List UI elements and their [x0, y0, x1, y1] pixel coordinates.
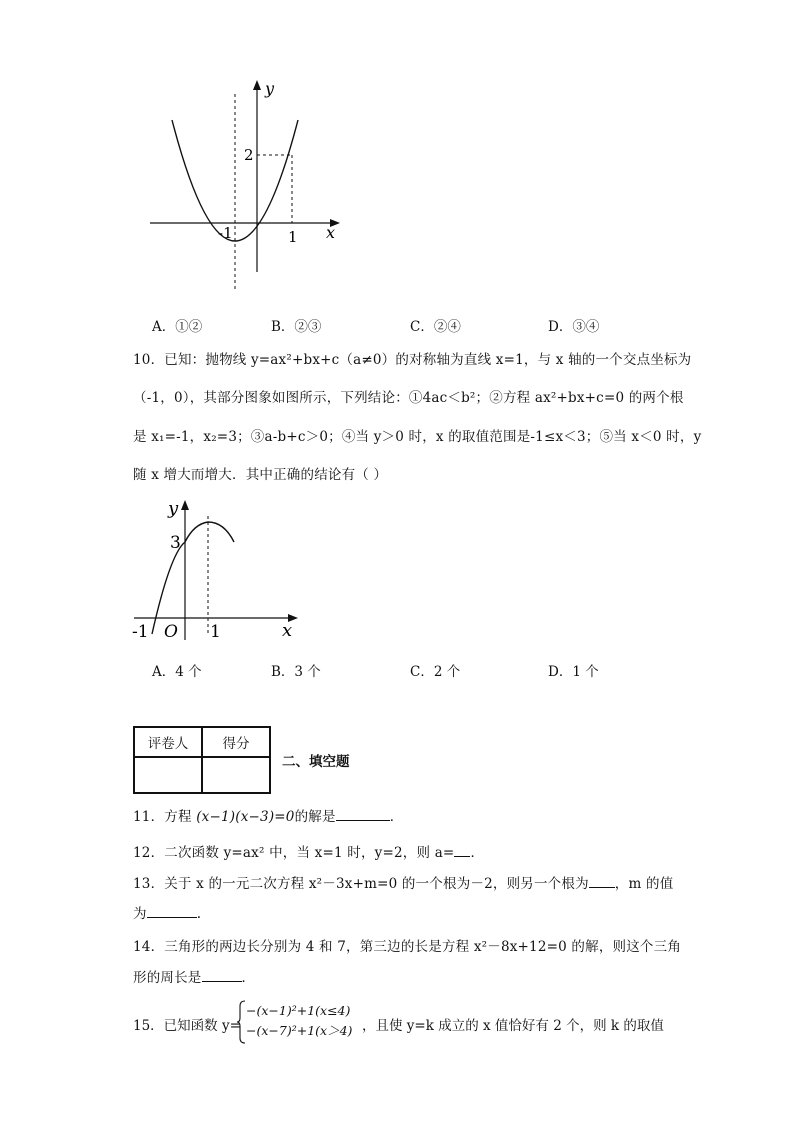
y-label: y [168, 498, 179, 519]
q15-piece-1: −(x−1)²+1(x≤4) [246, 1003, 351, 1018]
q13-line-1: 13．关于 x 的一元二次方程 x²－3x+m=0 的一个根为－2，则另一个根为 ，m 的值 [133, 876, 674, 892]
q15-prefix: 15．已知函数 y= [133, 1018, 241, 1034]
score-header-grader: 评卷人 [134, 727, 202, 757]
q13-line-2: 为 . [133, 906, 202, 922]
q10-line-4: 随 x 增大而增大．其中正确的结论有（ ） [133, 467, 388, 483]
tick-neg1: -1 [218, 224, 233, 242]
q10-option-d: D．1 个 [548, 664, 599, 680]
tick-3: 3 [170, 533, 181, 553]
figure-parabola-upward [140, 72, 360, 302]
q10-option-b: B．3 个 [271, 664, 321, 680]
origin-label: O [164, 622, 178, 642]
score-table [133, 726, 271, 794]
x-label: x [282, 620, 293, 641]
tick-neg1: -1 [132, 622, 149, 642]
q12: 12．二次函数 y=ax² 中，当 x=1 时，y=2，则 a= ． [133, 845, 485, 861]
q14-line-1: 14．三角形的两边长分别为 4 和 7，第三边的长是方程 x²－8x+12=0 的解，则这个三角 [133, 939, 682, 955]
tick-2: 2 [244, 146, 254, 164]
q12-answer-blank[interactable] [454, 844, 470, 857]
y-axis-arrow [253, 80, 261, 90]
section-title: 二、填空题 [282, 754, 350, 770]
q11: 11．方程 (x−1)(x−3)=0的解是 ． [133, 809, 404, 825]
q14-line-2: 形的周长是 ． [133, 970, 256, 986]
q9-option-c: C．②④ [410, 319, 461, 335]
q9-option-d: D．③④ [548, 319, 600, 335]
q9-option-b: B．②③ [271, 319, 322, 335]
tick-1: 1 [210, 622, 221, 642]
q15-suffix: ，且使 y=k 成立的 x 值恰好有 2 个，则 k 的取值 [362, 1018, 664, 1034]
q10-line-3: 是 x₁=-1，x₂=3；③a-b+c＞0；④当 y＞0 时，x 的取值范围是-1≤x＜3；⑤当 x＜0 时，y [133, 429, 702, 445]
figure-parabola-downward [128, 494, 308, 646]
tick-1: 1 [288, 228, 298, 246]
parabola-curve [152, 522, 234, 634]
q13-answer-blank-1[interactable] [589, 875, 615, 888]
q10-line-2: （-1，0），其部分图象如图所示，下列结论：①4ac＜b²；②方程 ax²+bx+c=0 的两个根 [133, 390, 684, 406]
x-label: x [326, 223, 336, 242]
q15-piece-2: −(x−7)²+1(x＞4) [246, 1023, 353, 1038]
score-header-score: 得分 [202, 727, 270, 757]
q10-option-a: A．4 个 [152, 664, 202, 680]
q11-equation: (x−1)(x−3)=0 [196, 809, 295, 825]
q10-option-c: C．2 个 [410, 664, 461, 680]
q10-line-1: 10．已知：抛物线 y=ax²+bx+c（a≠0）的对称轴为直线 x=1，与 x 轴的一个交点坐标为 [133, 352, 692, 368]
q13-answer-blank-2[interactable] [147, 905, 197, 918]
score-cell-score[interactable] [202, 757, 270, 793]
q15-brace [236, 1000, 246, 1044]
q11-answer-blank[interactable] [336, 808, 390, 821]
score-cell-grader[interactable] [134, 757, 202, 793]
y-label: y [265, 79, 275, 98]
q9-option-a: A．①② [152, 319, 203, 335]
y-axis-arrow [181, 500, 189, 510]
q14-answer-blank[interactable] [202, 969, 242, 982]
